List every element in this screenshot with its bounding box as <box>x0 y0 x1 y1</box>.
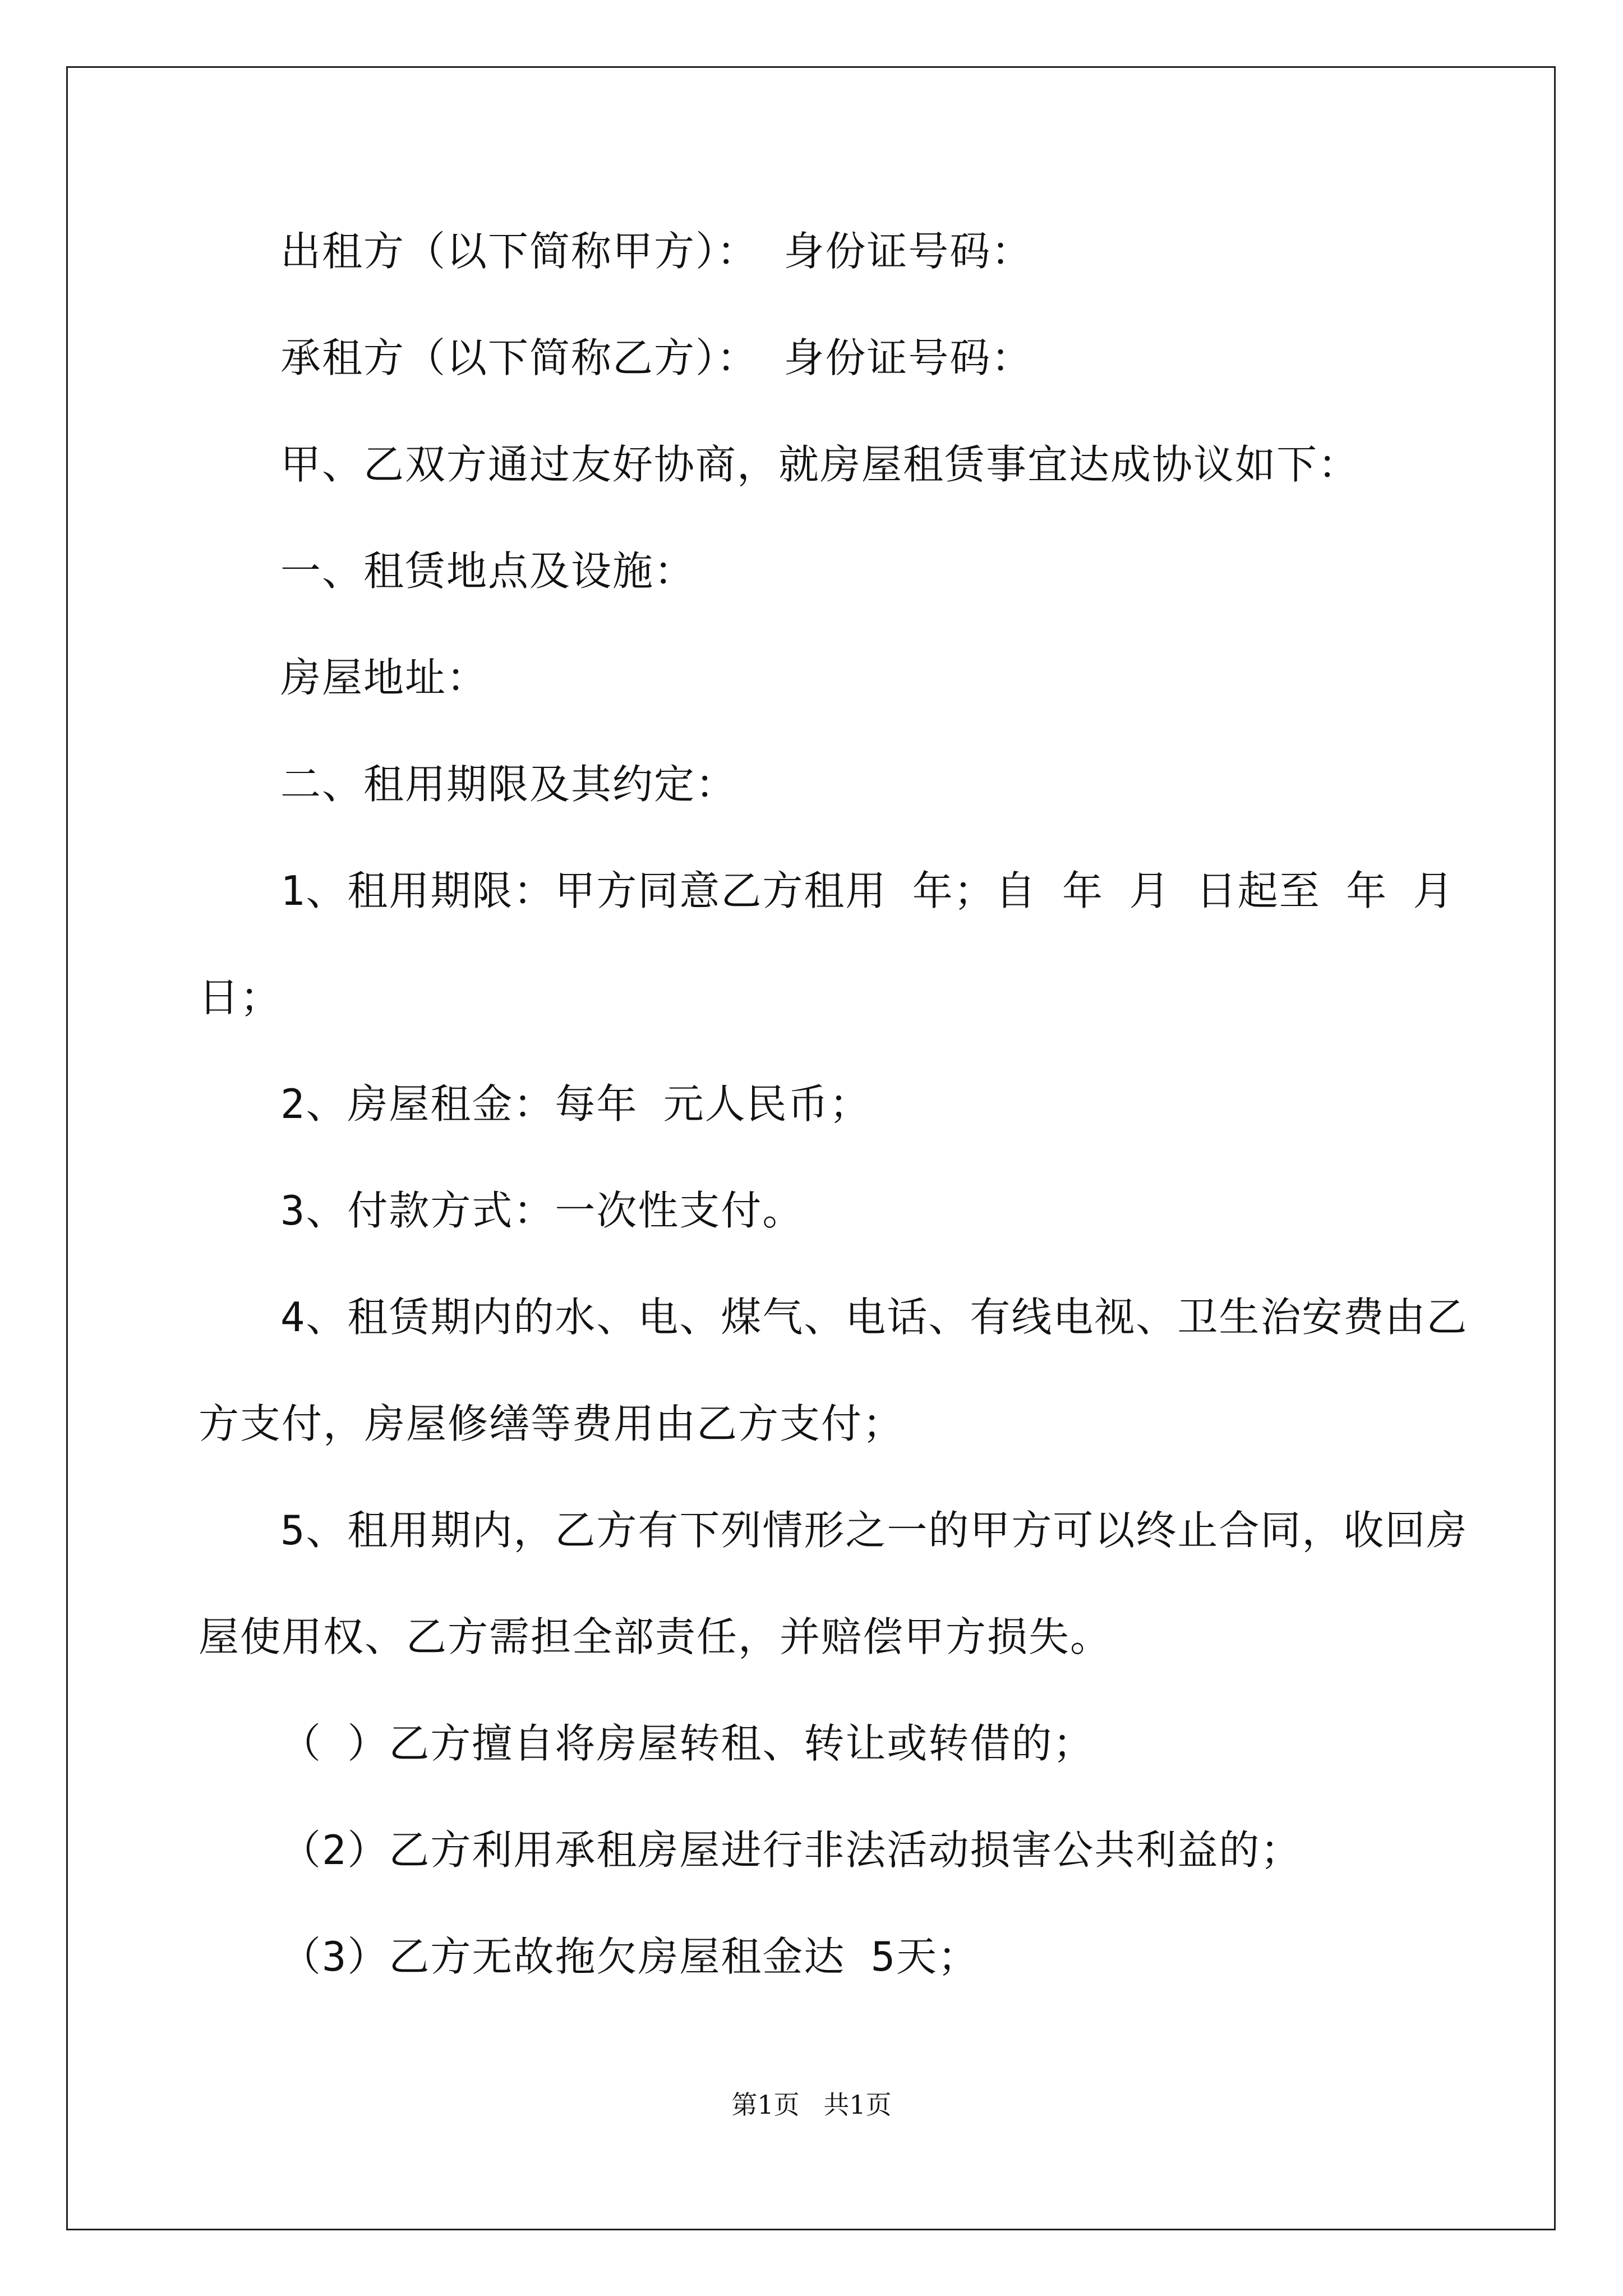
clause-2: 2、房屋租金：每年 元人民币； <box>280 1080 871 1128</box>
clause-5-line-2: 屋使用权、乙方需担全部责任，并赔偿甲方损失。 <box>199 1613 1112 1660</box>
clause-4-line-2: 方支付，房屋修缮等费用由乙方支付； <box>199 1400 905 1447</box>
page-border <box>66 66 1556 2230</box>
clause-1-line-2: 日； <box>199 974 282 1021</box>
sub-clause-2: （2）乙方利用承租房屋进行非法活动损害公共利益的； <box>280 1826 1302 1874</box>
page-footer <box>0 2088 1623 2122</box>
heading-location: 一、租赁地点及设施： <box>280 547 696 595</box>
clause-3: 3、付款方式：一次性支付。 <box>280 1187 804 1234</box>
heading-term: 二、租用期限及其约定： <box>280 761 737 808</box>
paragraph-address: 房屋地址： <box>280 654 488 701</box>
sub-clause-3: （3）乙方无故拖欠房屋租金达 5天； <box>280 1933 980 1980</box>
clause-4-line-1: 4、租赁期内的水、电、煤气、电话、有线电视、卫生治安费由乙 <box>280 1294 1468 1341</box>
page-total: 共1页 <box>823 2090 892 2120</box>
page-number: 第1页 <box>731 2090 800 2120</box>
paragraph-lessor: 出租方（以下简称甲方）： 身份证号码： <box>280 228 1033 275</box>
clause-1-line-1: 1、租用期限：甲方同意乙方租用 年；自 年 月 日起至 年 月 <box>280 867 1455 914</box>
paragraph-agreement-intro: 甲、乙双方通过友好协商，就房屋租赁事宜达成协议如下： <box>280 441 1360 488</box>
clause-5-line-1: 5、租用期内，乙方有下列情形之一的甲方可以终止合同，收回房 <box>280 1507 1468 1554</box>
paragraph-lessee: 承租方（以下简称乙方）： 身份证号码： <box>280 334 1033 381</box>
sub-clause-1: （ ）乙方擅自将房屋转租、转让或转借的； <box>280 1720 1095 1767</box>
